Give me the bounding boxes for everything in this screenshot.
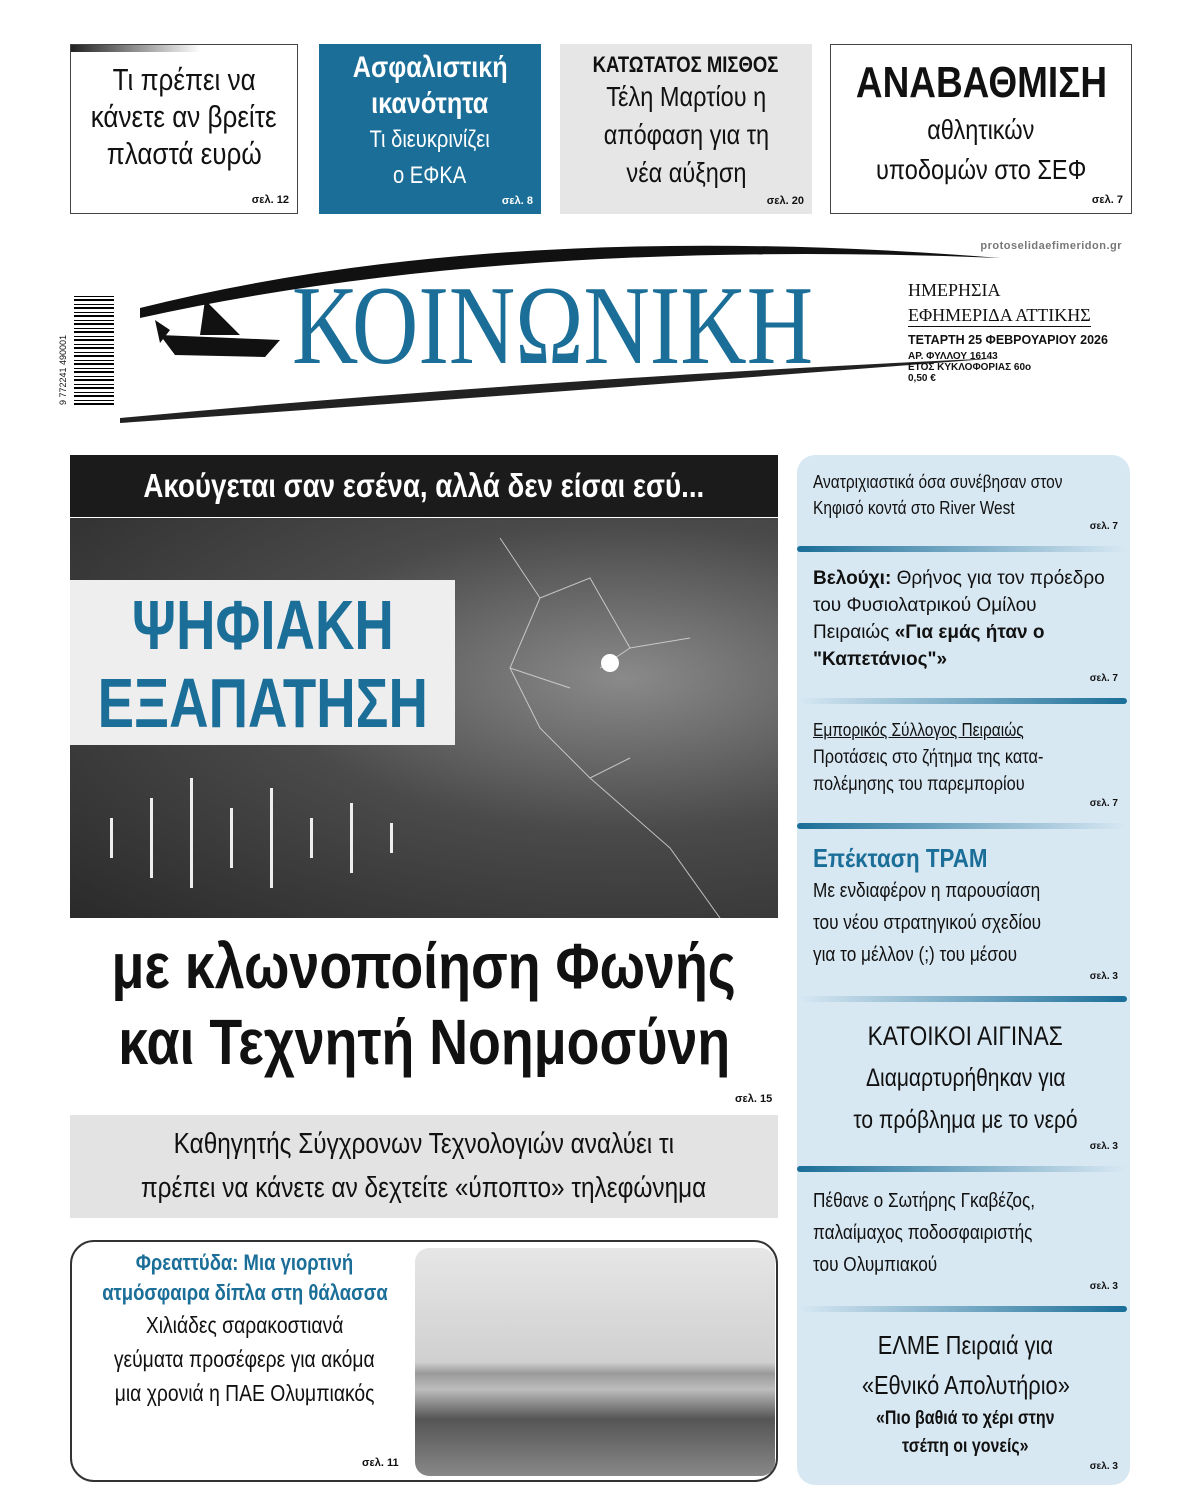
teaser-line: αθλητικών [927, 113, 1035, 145]
teaser-line: πλαστά ευρώ [106, 136, 262, 172]
page-ref: σελ. 3 [1089, 1460, 1118, 1472]
teaser-minimum-wage[interactable] [560, 44, 812, 214]
issue-year: ΕΤΟΣ ΚΥΚΛΟΦΟΡΙΑΣ 60ο [908, 362, 1032, 373]
item-kicker: Εμπορικός Σύλλογος Πειραιώς [813, 719, 1024, 740]
item-line: ΕΛΜΕ Πειραιά για [877, 1329, 1054, 1360]
item-line: Κηφισό κοντά στο River West [813, 498, 1015, 518]
story-line: μια χρονιά η ΠΑΕ Ολυμπιακός [114, 1380, 375, 1406]
teaser-line: Τέλη Μαρτίου η [606, 81, 766, 113]
teaser-line: κάνετε αν βρείτε [91, 99, 277, 135]
divider [797, 698, 1127, 704]
main-subhead [70, 1115, 778, 1218]
kicker-text: Ακούγεται σαν εσένα, αλλά δεν είσαι εσύ... [143, 467, 705, 504]
teaser-title: Ασφαλιστική [352, 51, 508, 84]
hero-title-box [70, 580, 455, 745]
page-ref: σελ. 7 [1089, 672, 1118, 684]
teaser-fake-euros[interactable] [70, 44, 298, 214]
divider [797, 1306, 1127, 1312]
sidebar-item-aegina[interactable] [813, 1015, 1118, 1153]
item-line: του Ολυμπιακού [813, 1254, 938, 1277]
item-line: του νέου στρατηγικού σχεδίου [813, 912, 1042, 935]
item-line: πολέμησης του παρεμπορίου [813, 773, 1025, 795]
item-line: παλαίμαχος ποδοσφαιριστής [813, 1222, 1033, 1245]
main-kicker [70, 455, 778, 517]
sidebar-item-emporikos[interactable] [813, 717, 1118, 810]
page-ref: σελ. 7 [1089, 797, 1118, 809]
teaser-title: ικανότητα [371, 87, 489, 120]
item-line: «Εθνικό Απολυτήριο» [861, 1369, 1070, 1400]
divider [797, 996, 1127, 1002]
page-ref: σελ. 12 [251, 193, 289, 206]
item-lead: Βελούχι: [813, 567, 892, 589]
sidebar-item-velouchi[interactable] [813, 565, 1118, 685]
page-ref: σελ. 3 [1089, 971, 1118, 983]
price: 0,50 € [908, 373, 936, 384]
barcode [74, 295, 114, 405]
item-line: Πέθανε ο Σωτήρης Γκαβέζος, [813, 1190, 1036, 1213]
headline-line: και Τεχνητή Νοημοσύνη [118, 1006, 730, 1078]
divider [797, 1166, 1127, 1172]
item-title: Επέκταση ΤΡΑΜ [813, 843, 988, 874]
sidebar-item-elme[interactable] [813, 1325, 1118, 1473]
teaser-title: ΚΑΤΩΤΑΤΟΣ ΜΙΣΘΟΣ [593, 52, 779, 77]
teaser-sef[interactable] [830, 44, 1132, 214]
sidebar-item-tram[interactable] [813, 841, 1118, 983]
hero-title: ΨΗΦΙΑΚΗ [131, 586, 394, 664]
item-line: Διαμαρτυρήθηκαν για [865, 1064, 1066, 1093]
teaser-line: απόφαση για τη [603, 119, 769, 151]
item-title: ΚΑΤΟΙΚΟΙ ΑΙΓΙΝΑΣ [867, 1021, 1064, 1052]
item-quote: «Για εμάς ήταν ο "Καπετάνιος"» [813, 621, 1045, 670]
tagline: ΗΜΕΡΗΣΙΑ [908, 280, 1001, 300]
story-line: Χιλιάδες σαρακοστιανά [145, 1312, 344, 1338]
issue-number: ΑΡ. ΦΥΛΛΟΥ 16143 [908, 351, 998, 362]
page-ref: σελ. 8 [501, 194, 533, 207]
main-headline[interactable] [70, 928, 778, 1080]
story-title: Φρεαττύδα: Μια γιορτινή [135, 1250, 354, 1275]
story-freattyda[interactable] [70, 1240, 778, 1482]
item-line: Ανατριχιαστικά όσα συνέβησαν στον [813, 472, 1063, 492]
teaser-line: Τι διευκρινίζει [369, 126, 491, 153]
decor-bar [71, 45, 201, 52]
page-ref: σελ. 3 [1089, 1281, 1118, 1293]
page-ref: σελ. 20 [766, 194, 804, 207]
item-line: Προτάσεις στο ζήτημα της κατα- [813, 746, 1044, 768]
story-line: γεύματα προσέφερε για ακόμα [114, 1346, 375, 1372]
beach-crowd-photo [415, 1248, 775, 1476]
sidebar-item-kifisos[interactable] [813, 469, 1118, 533]
headline-line: με κλωνοποίηση Φωνής [111, 930, 737, 1002]
teaser-title: ΑΝΑΒΑΘΜΙΣΗ [855, 58, 1107, 107]
masthead-info [908, 280, 1108, 384]
tagline: ΕΦΗΜΕΡΙΔΑ ΑΤΤΙΚΗΣ [908, 305, 1091, 325]
item-line: Με ενδιαφέρον η παρουσίαση [813, 880, 1041, 903]
teaser-line: νέα αύξηση [625, 157, 747, 189]
watermark-site: protoselidaefimeridon.gr [980, 240, 1122, 252]
issue-date: ΤΕΤΑΡΤΗ 25 ΦΕΒΡΟΥΑΡΙΟΥ 2026 [908, 333, 1108, 347]
sidebar-news [797, 455, 1130, 1485]
page-ref: σελ. 11 [362, 1457, 399, 1469]
story-title: ατμόσφαιρα δίπλα στη θάλασσα [101, 1280, 388, 1305]
sidebar-item-gkavezos[interactable] [813, 1185, 1118, 1293]
masthead-title: ΚΟΙΝΩΝΙΚΗ [292, 264, 814, 388]
page-ref: σελ. 3 [1089, 1141, 1118, 1153]
hero-title: ΕΞΑΠΑΤΗΣΗ [97, 664, 428, 742]
teaser-line: ο ΕΦΚΑ [393, 162, 467, 189]
teaser-line: υποδομών στο ΣΕΦ [875, 153, 1087, 185]
teaser-line: Τι πρέπει να [112, 62, 256, 97]
subhead-line: πρέπει να κάνετε αν δεχτείτε «ύποπτο» τηλεφώνημα [141, 1172, 707, 1204]
ship-logo-icon [150, 295, 290, 365]
subhead-line: Καθηγητής Σύγχρονων Τεχνολογιών αναλύει τι [173, 1128, 675, 1160]
divider [797, 823, 1127, 829]
page-ref: σελ. 7 [1091, 193, 1123, 206]
barcode-number: 9 772241 490001 [58, 334, 68, 405]
page-ref: σελ. 15 [735, 1093, 773, 1105]
item-line: για το μέλλον (;) του μέσου [813, 944, 1017, 967]
page-ref: σελ. 7 [1089, 521, 1118, 532]
divider [797, 546, 1127, 552]
item-text: Θρήνος για τον πρόεδρο του Φυσιολατρικού Ομίλου Πειραιώς [813, 567, 1105, 643]
item-quote: «Πιο βαθιά το χέρι στην [876, 1407, 1055, 1429]
item-line: το πρόβλημα με το νερό [853, 1106, 1078, 1135]
item-quote: τσέπη οι γονείς» [902, 1435, 1029, 1457]
teaser-efka[interactable] [319, 44, 541, 214]
